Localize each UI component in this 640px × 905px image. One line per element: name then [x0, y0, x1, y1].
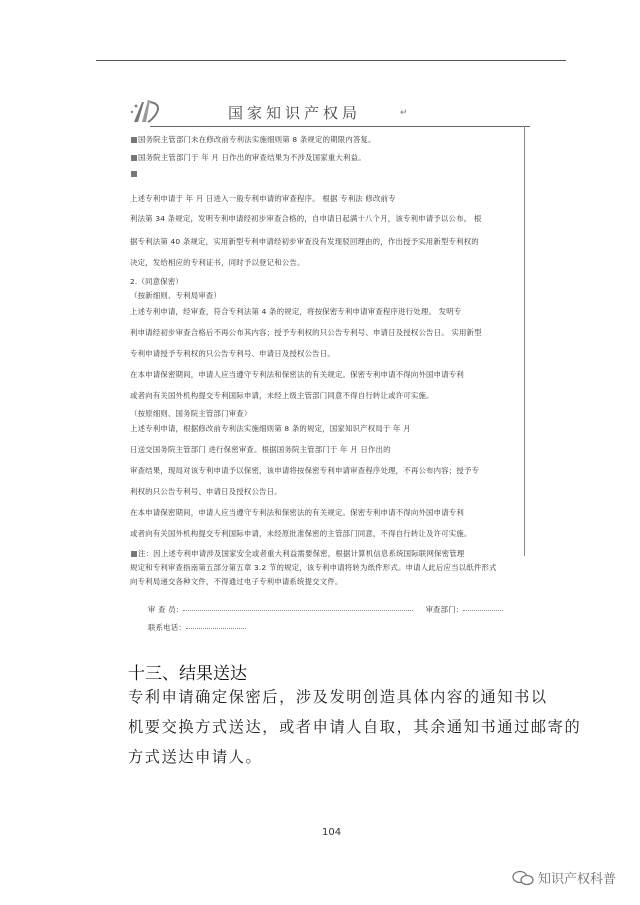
form-line: 国务院主管部门未在修改前专利法实施细则第 8 条规定的期限内答复。 [130, 134, 530, 146]
section-heading: 十三、结果送达 [128, 664, 247, 684]
watermark [512, 868, 616, 887]
form-line: 决定，发给相应的专利证书，同时予以登记和公告。 [130, 258, 305, 267]
body-paragraph-line: 机要交换方式送达，或者申请人自取，其余通知书通过邮寄的 [128, 718, 582, 736]
checkbox-icon [131, 551, 137, 557]
phone-field: 联系电话： [148, 622, 548, 634]
cnipa-logo-icon [128, 96, 168, 126]
form-line: （按原细则、国务院主管部门审查） [130, 409, 252, 418]
page-top-rule [96, 60, 566, 61]
form-line: 注：因上述专利申请涉及国家安全或者重大利益需要保密，根据计算机信息系统国际联网保密管理 [130, 548, 530, 560]
form-line: 上述专利申请于 年 月 日进入一般专利申请的审查程序。 根据 专利法 修改前专 [130, 194, 396, 203]
form-line: 在本申请保密期间，申请人应当遵守专利法和保密法的有关规定。保密专利申请不得向外国申请专利 [130, 508, 464, 517]
form-header-rule [150, 126, 530, 127]
form-line: （按新细则、专利局审查） [130, 291, 222, 300]
form-line [130, 168, 530, 180]
form-line: 据专利法第 40 条规定，实用新型专利申请经初步审查没有发现驳回理由的，作出授予实用新型专利权的 [130, 237, 479, 246]
form-line: 规定和专利审查指南第五部分第五章 3.2 节的规定，该专利申请将转为纸件形式。申请人此后应当以纸件形式 [130, 563, 497, 572]
paragraph-mark: ↵ [400, 108, 408, 118]
checkbox-icon [131, 171, 137, 177]
form-line: 日送交国务院主管部门 进行保密审查。根据国务院主管部门于 年 月 日作出的 [130, 445, 391, 454]
checkbox-icon [131, 155, 137, 161]
wechat-icon [512, 870, 534, 886]
examiner-field: 审 查 员： 审查部门： [148, 604, 548, 616]
body-paragraph-line: 方式送达申请人。 [128, 748, 263, 766]
form-line: 2.（同意保密） [130, 277, 183, 286]
form-line: 国务院主管部门于 年 月 日作出的审查结果为不涉及国家重大利益。 [130, 152, 530, 164]
form-line: 审查结果，现局对该专利申请予以保密，该申请将按保密专利申请审查程序处理，不再公布内容；授予专 [130, 466, 480, 475]
form-line: 利申请经初步审查合格后不再公布其内容；授予专利权的只公告专利号、申请日及授权公告日。 实用新型 [130, 328, 482, 337]
form-line: 利法第 34 条规定，发明专利申请经初步审查合格的，自申请日起满十八个月，该专利申请予以公布。 根 [130, 214, 482, 223]
form-line: 专利申请授予专利权的只公告专利号、申请日及授权公告日。 [130, 349, 335, 358]
form-line: 向专利局递交各种文件，不得通过电子专利申请系统提交文件。 [130, 577, 343, 586]
form-line: 利权的只公告专利号、申请日及授权公告日。 [130, 487, 282, 496]
body-paragraph-line: 专利申请确定保密后，涉及发明创造具体内容的通知书以 [128, 688, 548, 706]
form-line: 上述专利申请，经审查，符合专利法第 4 条的规定，将按保密专利申请审查程序进行处理。 发明专 [130, 307, 462, 316]
form-line: 上述专利申请，根据修改前专利法实施细则第 8 条的规定，国家知识产权局于 年 月 [130, 424, 411, 433]
form-line: 或者向有关国外机构提交专利国际申请，未经上级主管部门同意不得自行转让或许可实施。 [130, 391, 434, 400]
form-line: 或者向有关国外机构提交专利国际申请，未经原批准保密的主管部门同意，不得自行转让及许可实施。 [130, 529, 472, 538]
checkbox-icon [131, 137, 137, 143]
form-title: 国家知识产权局 [228, 104, 362, 122]
watermark-text: 知识产权科普 [538, 872, 617, 887]
page-number: 104 [322, 827, 342, 838]
form-line: 在本申请保密期间，申请人应当遵守专利法和保密法的有关规定。保密专利申请不得向外国申请专利 [130, 370, 464, 379]
